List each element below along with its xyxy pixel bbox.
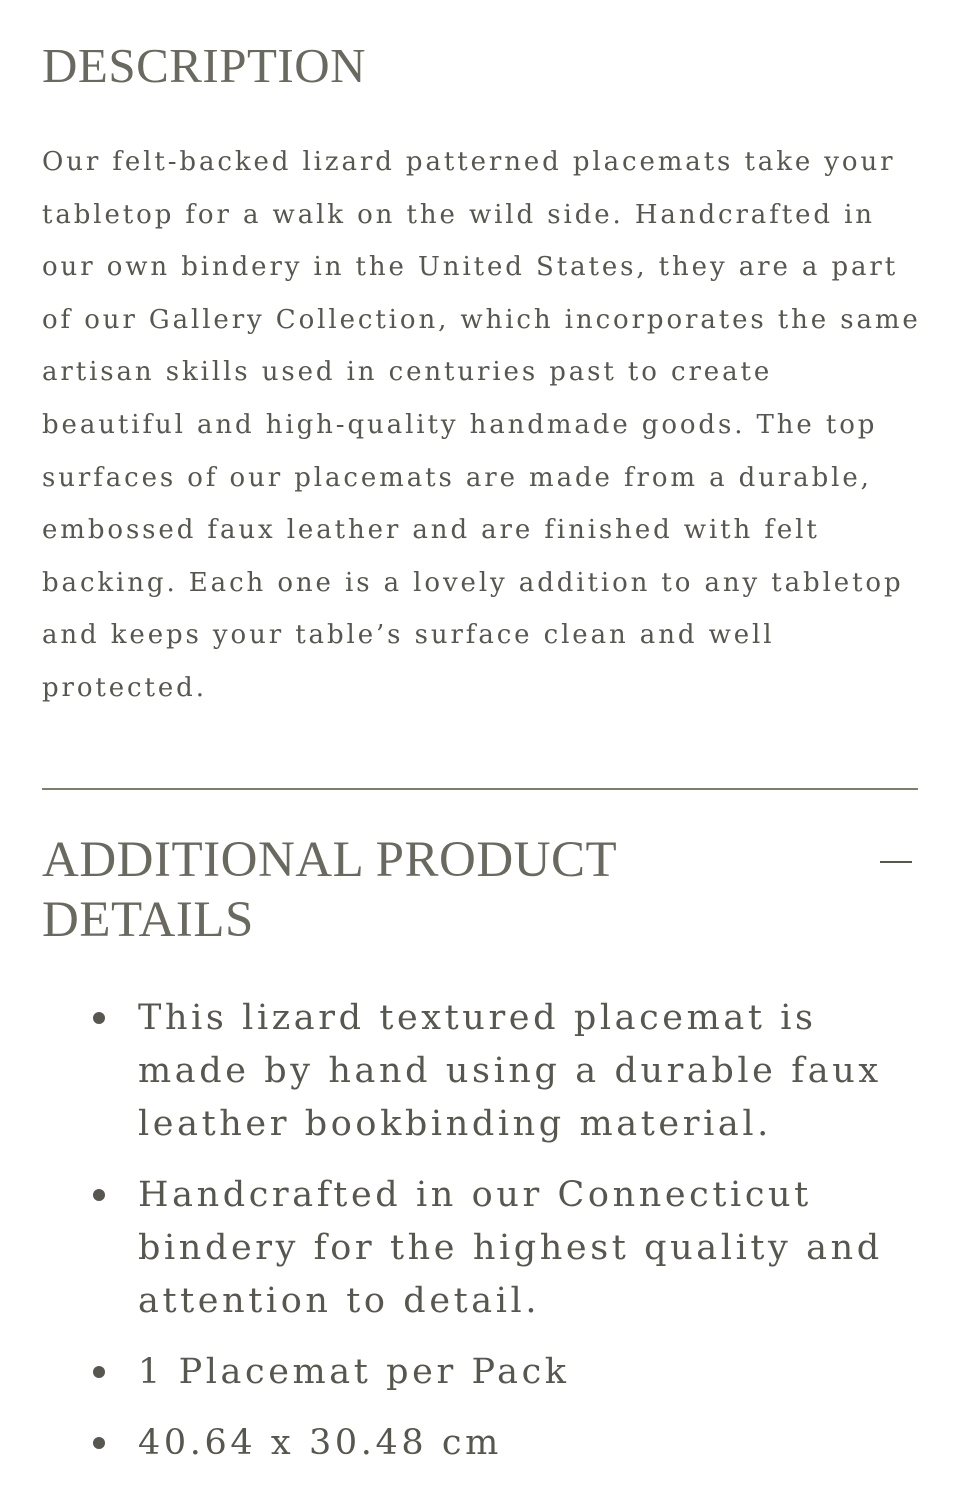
bullet-icon	[93, 1012, 105, 1024]
additional-details-heading: ADDITIONAL PRODUCT DETAILS	[42, 832, 617, 948]
list-item-text: Handcrafted in our Connecticut bindery for the highest quality and attention to detail.	[138, 1175, 883, 1321]
section-divider	[42, 788, 918, 790]
minus-icon	[880, 861, 912, 863]
list-item	[0, 1169, 960, 1328]
list-item	[0, 992, 960, 1151]
description-heading: DESCRIPTION	[42, 38, 367, 93]
description-text: Our felt-backed lizard patterned placemats take your tabletop for a walk on the wild side. Handcrafted in our own bindery in the United States, they are a part of our Gallery Collection, which incorporates the same artisan skills used in centuries past to create beautiful and high-quality handmade goods. The top surfaces of our placemats are made from a durable, embossed faux leather and are finished with felt backing. Each one is a lovely addition to any tabletop and keeps your table’s surface clean and well protected.	[42, 147, 921, 703]
bullet-icon	[93, 1437, 105, 1449]
collapse-minus-icon[interactable]	[878, 848, 914, 876]
list-item	[0, 1417, 960, 1470]
list-item	[0, 1346, 960, 1399]
list-item-text: This lizard textured placemat is made by hand using a durable faux leather bookbinding material.	[138, 998, 882, 1144]
list-item-text: 40.64 x 30.48 cm	[138, 1423, 502, 1463]
details-list	[0, 992, 960, 1488]
additional-details-accordion-header[interactable]	[42, 830, 918, 960]
list-item-text: 1 Placemat per Pack	[138, 1352, 570, 1392]
bullet-icon	[93, 1189, 105, 1201]
bullet-icon	[93, 1366, 105, 1378]
